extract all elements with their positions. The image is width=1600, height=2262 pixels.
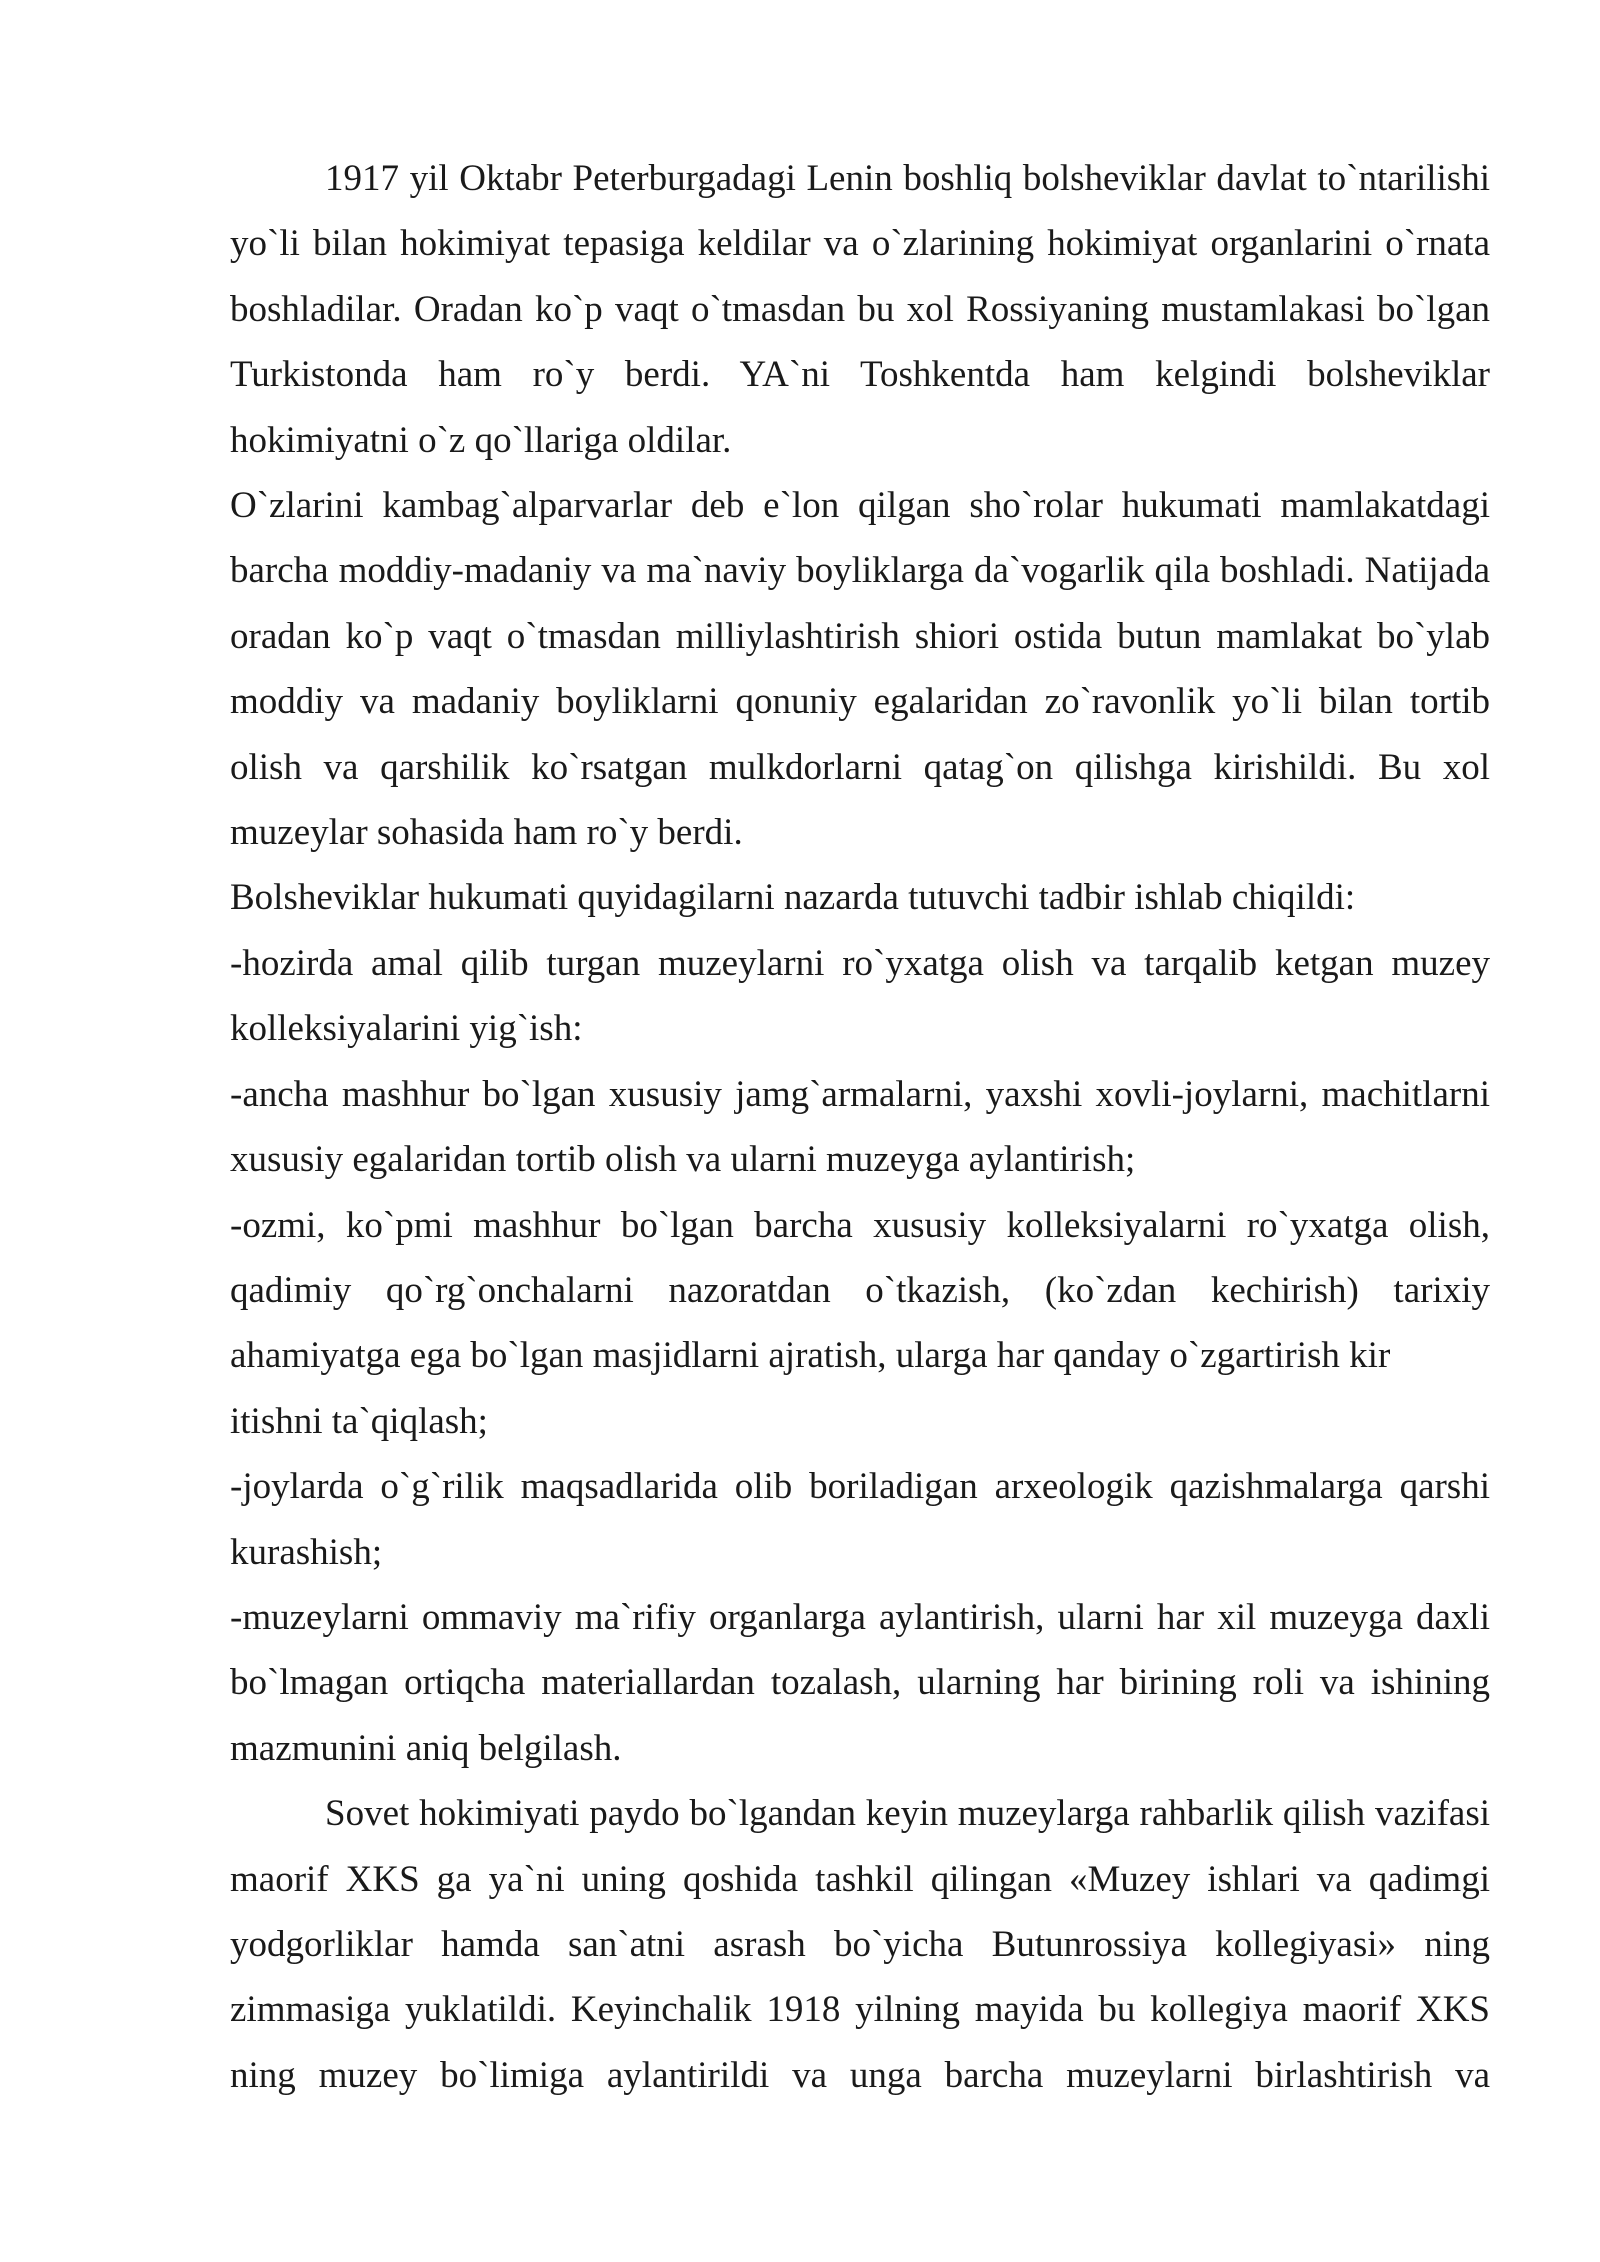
paragraph-3: Bolsheviklar hukumati quyidagilarni nazarda tutuvchi tadbir ishlab chiqildi: <box>230 877 1356 919</box>
paragraph-4: Sovet hokimiyati paydo bo`lgandan keyin muzeylarga rahbarlik qilish vazifasi maorif XKS ga ya`ni uning qoshida tashkil qilingan «Muzey ishlari va qadimgi yodgorliklar hamda san`atni asrash bo`yicha Butunrossiya kollegiyasi» ning zimmasiga yuklatildi. Keyinchalik 1918 yilning mayida bu kollegiya maorif XKS ning muzey bo`limiga aylantirildi va unga barcha muzeylarni birlashtirish va <box>230 1793 1490 2096</box>
list-item-2: -ancha mashhur bo`lgan xususiy jamg`armalarni, yaxshi xovli-joylarni, machitlarni xususiy egalaridan tortib olish va ularni muzeyga aylantirish; <box>230 1073 1490 1181</box>
list-item-1: -hozirda amal qilib turgan muzeylarni ro`yxatga olish va tarqalib ketgan muzey kolleksiyalarini yig`ish: <box>230 942 1490 1050</box>
paragraph-2: O`zlarini kambag`alparvarlar deb e`lon qilgan sho`rolar hukumati mamlakatdagi barcha moddiy-madaniy va ma`naviy boyliklarga da`vogarlik qila boshladi. Natijada oradan ko`p vaqt o`tmasdan milliylashtirish shiori ostida butun mamlakat bo`ylab moddiy va madaniy boyliklarni qonuniy egalaridan zo`ravonlik yo`li bilan tortib olish va qarshilik ko`rsatgan mulkdorlarni qatag`on qilishga kirishildi. Bu xol muzeylar sohasida ham ro`y berdi. <box>230 485 1490 854</box>
list-item-5: -muzeylarni ommaviy ma`rifiy organlarga aylantirish, ularni har xil muzeyga daxli bo`lmagan ortiqcha materiallardan tozalash, ularning har birining roli va ishining mazmunini aniq belgilash. <box>230 1596 1490 1769</box>
document-body <box>230 146 1490 2108</box>
paragraph-1: 1917 yil Oktabr Peterburgadagi Lenin boshliq bolsheviklar davlat to`ntarilishi yo`li bilan hokimiyat tepasiga keldilar va o`zlarining hokimiyat organlarini o`rnata boshladilar. Oradan ko`p vaqt o`tmasdan bu xol Rossiyaning mustamlakasi bo`lgan Turkistonda ham ro`y berdi. YA`ni Toshkentda ham kelgindi bolsheviklar hokimiyatni o`z qo`llariga oldilar. <box>230 158 1490 461</box>
list-item-4: -joylarda o`g`rilik maqsadlarida olib boriladigan arxeologik qazishmalarga qarshi kurashish; <box>230 1466 1490 1573</box>
list-item-3: -ozmi, ko`pmi mashhur bo`lgan barcha xususiy kolleksiyalarni ro`yxatga olish, qadimiy qo`rg`onchalarni nazoratdan o`tkazish, (ko`zdan kechirish) tarixiy ahamiyatga ega bo`lgan masjidlarni ajratish, ularga har qanday o`zgartirish kir <box>230 1204 1490 1377</box>
list-item-3-continuation: itishni ta`qiqlash; <box>230 1400 488 1442</box>
